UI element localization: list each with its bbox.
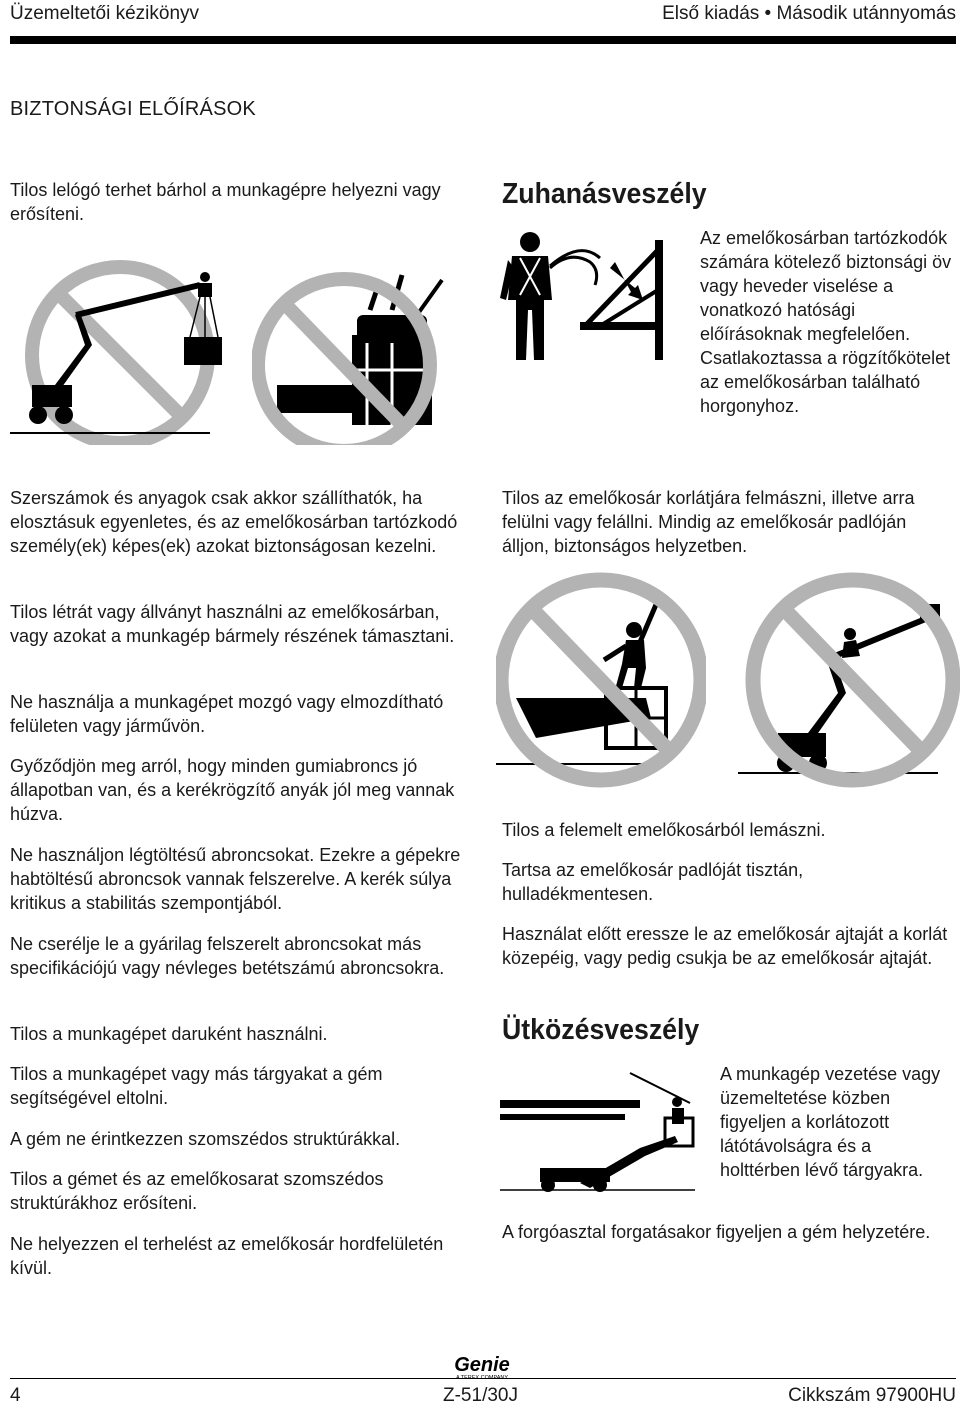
text-limited-visibility: A munkagép vezetése vagy üzemeltetése közben figyeljen a korlátozott látótávolságra és a holttérben lévő tárgyakra.: [720, 1064, 941, 1180]
footer-rule: [10, 1378, 956, 1379]
footer-page-number: 4: [10, 1385, 21, 1406]
text-no-tying: Tilos a gémet és az emelőkosarat szomszédos struktúrákhoz erősíteni.: [10, 1169, 384, 1213]
prohibited-exit-raised-platform-illustration: [738, 568, 960, 793]
text-no-ladder: Tilos létrát vagy állványt használni az emelőkosárban, vagy azokat a munkagép bármely részének támasztani.: [10, 602, 455, 646]
text-keep-floor-clean: Tartsa az emelőkosár padlóját tisztán, hulladékmentesen.: [502, 860, 804, 904]
prohibited-hanging-load-illustration: [10, 255, 250, 445]
collision-hazard-illustration: [500, 1068, 705, 1193]
genie-logo: [440, 1354, 524, 1380]
text-no-pushing: Tilos a munkagépet vagy más tárgyakat a gém segítségével eltolni.: [10, 1064, 383, 1108]
text-turntable-rotation: A forgóasztal forgatásakor figyeljen a gém helyzetére.: [502, 1222, 931, 1242]
header-manual-title: Üzemeltetői kézikönyv: [10, 3, 200, 24]
footer-model: Z-51/30J: [443, 1385, 518, 1406]
text-no-crane: Tilos a munkagépet daruként használni.: [10, 1024, 328, 1044]
text-load-outside: Ne helyezzen el terhelést az emelőkosár hordfelületén kívül.: [10, 1234, 444, 1278]
text-no-air-tires: Ne használjon légtöltésű abroncsokat. Ezekre a gépekre habtöltésű abroncsok vannak felszerelve. A kerék súlya kritikus a stabilitás szempontjából.: [10, 845, 461, 913]
text-tire-replacement: Ne cserélje le a gyárilag felszerelt abroncsokat más specifikációjú vagy névleges betétszámú abroncsokra.: [10, 934, 445, 978]
section-title: BIZTONSÁGI ELŐÍRÁSOK: [10, 98, 256, 120]
prohibited-climbing-guardrail-illustration: [496, 568, 706, 793]
genie-logo-text: Genie: [454, 1354, 510, 1376]
text-boom-contact: A gém ne érintkezzen szomszédos struktúrákkal.: [10, 1129, 401, 1149]
header-edition: Első kiadás • Második utánnyomás: [662, 3, 956, 24]
text-hanging-load: Tilos lelógó terhet bárhol a munkagépre helyezni vagy erősíteni.: [10, 180, 441, 224]
text-moving-surface: Ne használja a munkagépet mozgó vagy elmozdítható felületen vagy járművön.: [10, 692, 444, 736]
footer-part-number: Cikkszám 97900HU: [788, 1385, 956, 1406]
heading-fall-hazard: Zuhanásveszély: [502, 178, 707, 210]
text-fall-harness: Az emelőkosárban tartózkodók számára kötelező biztonsági öv vagy heveder viselése a vonatkozó hatósági előírásoknak megfelelően. Csatlakoztassa a rögzítőkötelet az emelőkosárban található horgonyhoz.: [700, 228, 952, 416]
heading-crush-hazard: Ütközésveszély: [502, 1014, 700, 1046]
fall-protection-harness-illustration: [500, 230, 695, 370]
text-no-exit-raised: Tilos a felemelt emelőkosárból lemászni.: [502, 820, 826, 840]
text-close-gate: Használat előtt eressze le az emelőkosár ajtaját a korlát közepéig, vagy pedig csukja be az emelőkosár ajtaját.: [502, 924, 948, 968]
text-no-climb-rails: Tilos az emelőkosár korlátjára felmászni, illetve arra felülni vagy felállni. Mindig az emelőkosár padlóján álljon, biztonságos helyzetben.: [502, 488, 915, 556]
text-tires-condition: Győződjön meg arról, hogy minden gumiabroncs jó állapotban van, és a kerékrögzítő anyák jól meg vannak húzva.: [10, 756, 455, 824]
text-tools-materials: Szerszámok és anyagok csak akkor szállíthatók, ha elosztásuk egyenletes, és az emelőkosárban tartózkodó személy(ek) képes(ek) azokat biztonságosan kezelni.: [10, 488, 458, 556]
header-rule: [10, 36, 956, 44]
prohibited-overloaded-platform-illustration: [252, 255, 462, 445]
